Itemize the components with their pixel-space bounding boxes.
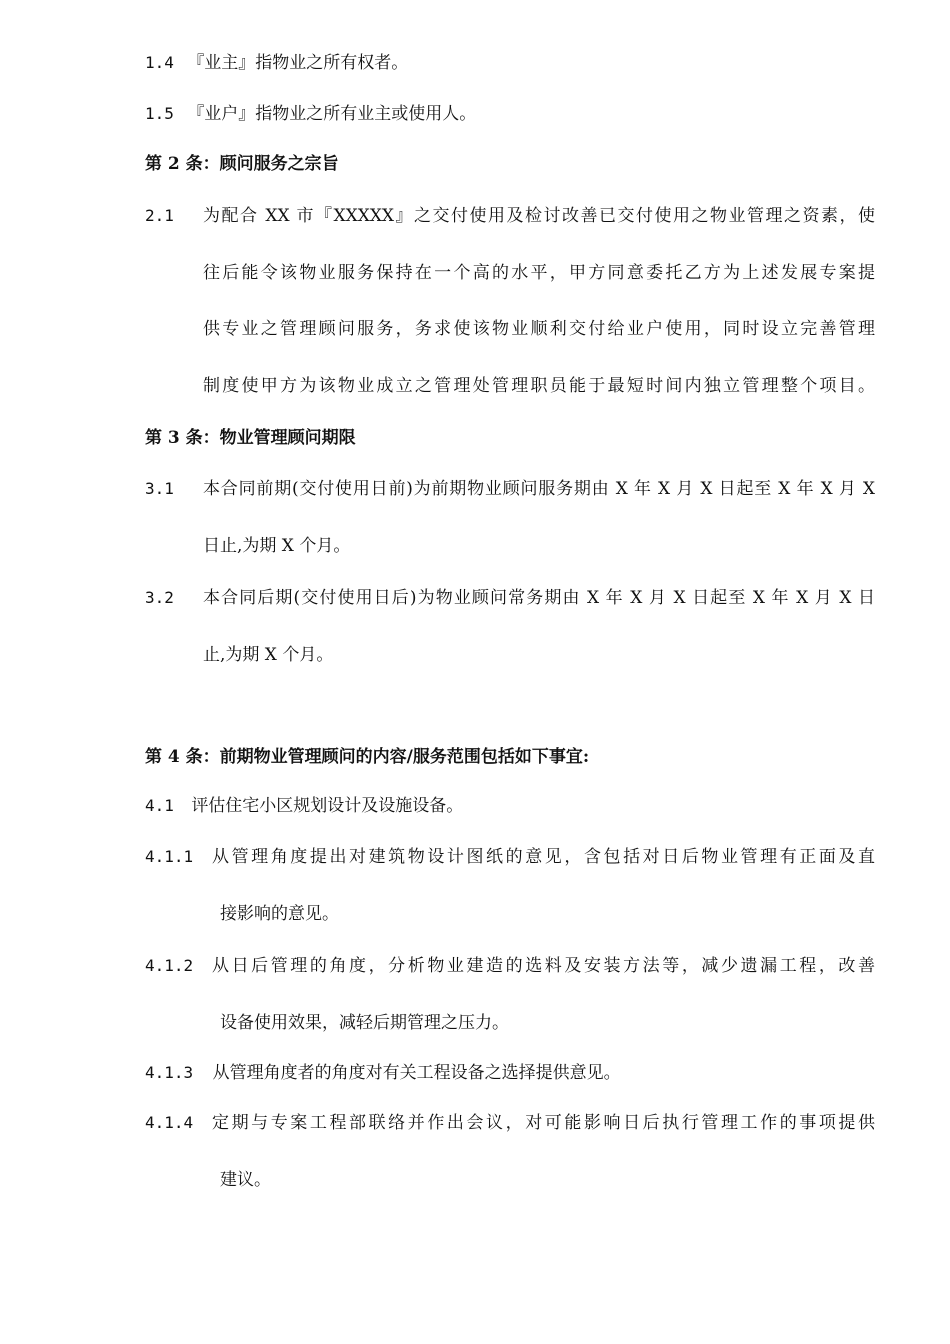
clause-number-3-1: 3.1 xyxy=(145,479,174,498)
clause-text: 从管理角度者的角度对有关工程设备之选择提供意见。 xyxy=(212,1063,621,1083)
clause-4-1-2-line: 设备使用效果，减轻后期管理之压力。 xyxy=(220,1013,509,1033)
clause-number-4-1-2: 4.1.2 xyxy=(145,956,194,975)
clause-number-2-1: 2.1 xyxy=(145,206,174,225)
clause-number-4-1-4: 4.1.4 xyxy=(145,1113,194,1132)
section-heading-4: 第 4 条：前期物业管理顾问的内容/服务范围包括如下事宜: xyxy=(145,747,590,767)
clause-3-1-line: 日止,为期 X 个月。 xyxy=(203,536,351,556)
section-heading-2: 第 2 条：顾问服务之宗旨 xyxy=(145,154,339,174)
clause-text: 『业户』指物业之所有业主或使用人。 xyxy=(187,104,477,124)
clause-4-1-2-line: 从日后管理的角度，分析物业建造的选料及安装方法等，减少遗漏工程，改善 xyxy=(212,956,875,976)
clause-3-2-line: 本合同后期(交付使用日后)为物业顾问常务期由 X 年 X 月 X 日起至 X 年 X 月 X 日 xyxy=(203,588,875,608)
clause-number-3-2: 3.2 xyxy=(145,588,174,607)
clause-4-1-1-line: 接影响的意见。 xyxy=(220,904,339,924)
clause-2-1-line: 为配合 XX 市『XXXXX』之交付使用及检讨改善已交付使用之物业管理之资素，使 xyxy=(203,206,875,226)
clause-number: 1.5 xyxy=(145,104,174,123)
clause-number: 1.4 xyxy=(145,53,174,72)
clause-number: 4.1 xyxy=(145,796,174,815)
clause-1-4 xyxy=(145,51,408,75)
clause-1-5 xyxy=(145,102,476,126)
clause-2-1-line: 往后能令该物业服务保持在一个高的水平，甲方同意委托乙方为上述发展专案提 xyxy=(203,263,875,283)
clause-4-1-1-line: 从管理角度提出对建筑物设计图纸的意见，含包括对日后物业管理有正面及直 xyxy=(212,847,875,867)
section-heading-3: 第 3 条：物业管理顾问期限 xyxy=(145,428,356,448)
clause-4-1-3 xyxy=(145,1061,621,1085)
clause-number: 4.1.3 xyxy=(145,1063,194,1082)
clause-4-1 xyxy=(145,794,463,818)
clause-number-4-1-1: 4.1.1 xyxy=(145,847,194,866)
clause-4-1-4-line: 定期与专案工程部联络并作出会议，对可能影响日后执行管理工作的事项提供 xyxy=(212,1113,875,1133)
clause-2-1-line: 制度使甲方为该物业成立之管理处管理职员能于最短时间内独立管理整个项目。 xyxy=(203,376,875,396)
clause-2-1-line: 供专业之管理顾问服务，务求使该物业顺利交付给业户使用，同时设立完善管理 xyxy=(203,319,875,339)
clause-text: 评估住宅小区规划设计及设施设备。 xyxy=(191,796,464,816)
clause-3-1-line: 本合同前期(交付使用日前)为前期物业顾问服务期由 X 年 X 月 X 日起至 X 年 X 月 X xyxy=(203,479,875,499)
clause-3-2-line: 止,为期 X 个月。 xyxy=(203,645,334,665)
clause-text: 『业主』指物业之所有权者。 xyxy=(187,53,409,73)
clause-4-1-4-line: 建议。 xyxy=(220,1170,271,1190)
